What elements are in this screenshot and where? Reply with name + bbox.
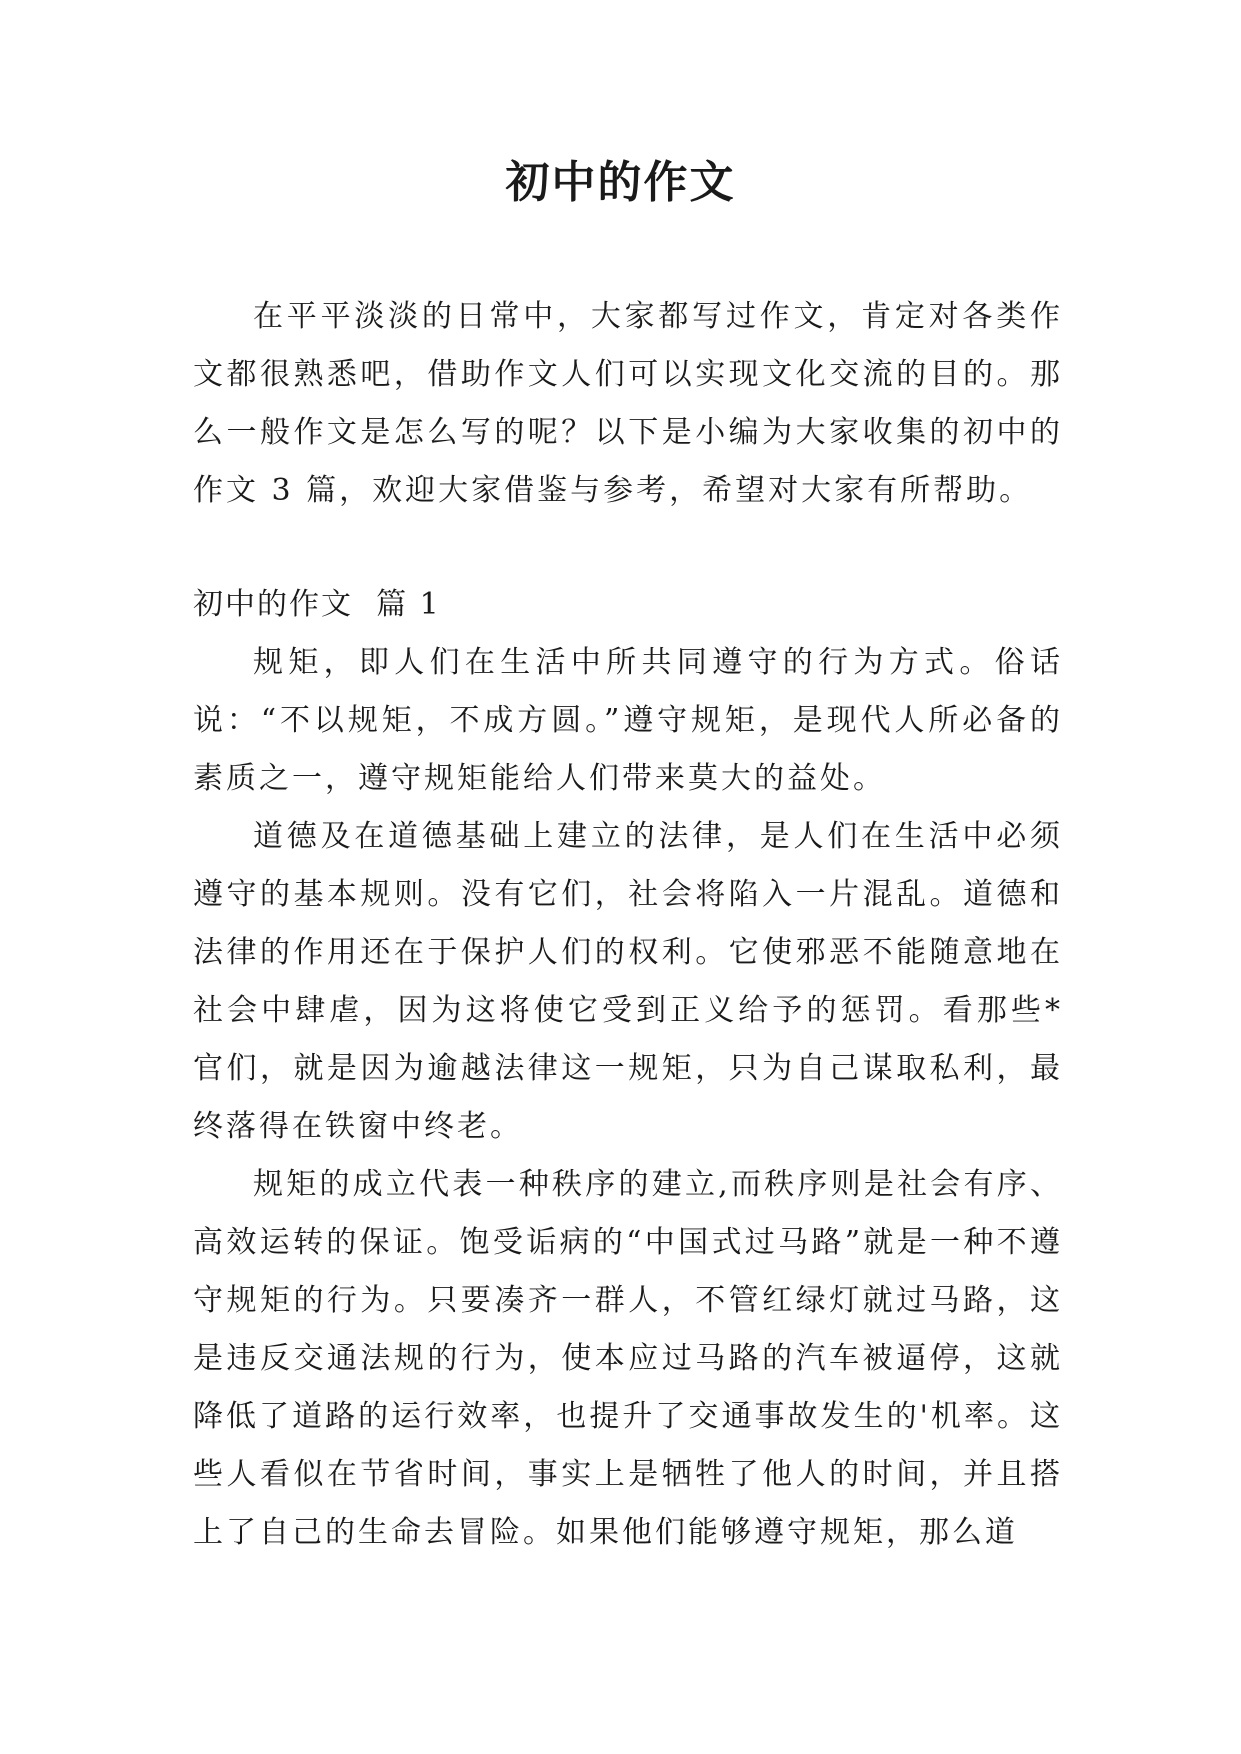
essay-body [193, 634, 1063, 1562]
intro-text [193, 288, 1063, 520]
section-heading: 初中的作文 篇 1 [193, 587, 441, 622]
intro-paragraph: 在平平淡淡的日常中，大家都写过作文，肯定对各类作文都很熟悉吧，借助作文人们可以实现文化交流的目的。那么一般作文是怎么写的呢？以下是小编为大家收集的初中的作文 3 篇，欢迎大家借鉴与参考，希望对大家有所帮助。 [193, 299, 1063, 508]
essay-paragraph-3: 规矩的成立代表一种秩序的建立,而秩序则是社会有序、高效运转的保证。饱受诟病的“中国式过马路”就是一种不遵守规矩的行为。只要凑齐一群人，不管红绿灯就过马路，这是违反交通法规的行为，使本应过马路的汽车被逼停，这就降低了道路的运行效率，也提升了交通事故发生的'机率。这些人看似在节省时间，事实上是牺牲了他人的时间，并且搭上了自己的生命去冒险。如果他们能够遵守规矩，那么道 [193, 1167, 1063, 1550]
essay-paragraph-1: 规矩，即人们在生活中所共同遵守的行为方式。俗话说：“不以规矩，不成方圆。”遵守规矩，是现代人所必备的素质之一，遵守规矩能给人们带来莫大的益处。 [193, 645, 1063, 796]
essay-paragraph-2: 道德及在道德基础上建立的法律，是人们在生活中必须遵守的基本规则。没有它们，社会将陷入一片混乱。道德和法律的作用还在于保护人们的权利。它使邪恶不能随意地在社会中肆虐，因为这将使它受到正义给予的惩罚。看那些*官们，就是因为逾越法律这一规矩，只为自己谋取私利，最终落得在铁窗中终老。 [193, 819, 1063, 1144]
document-title: 初中的作文 [505, 157, 736, 208]
